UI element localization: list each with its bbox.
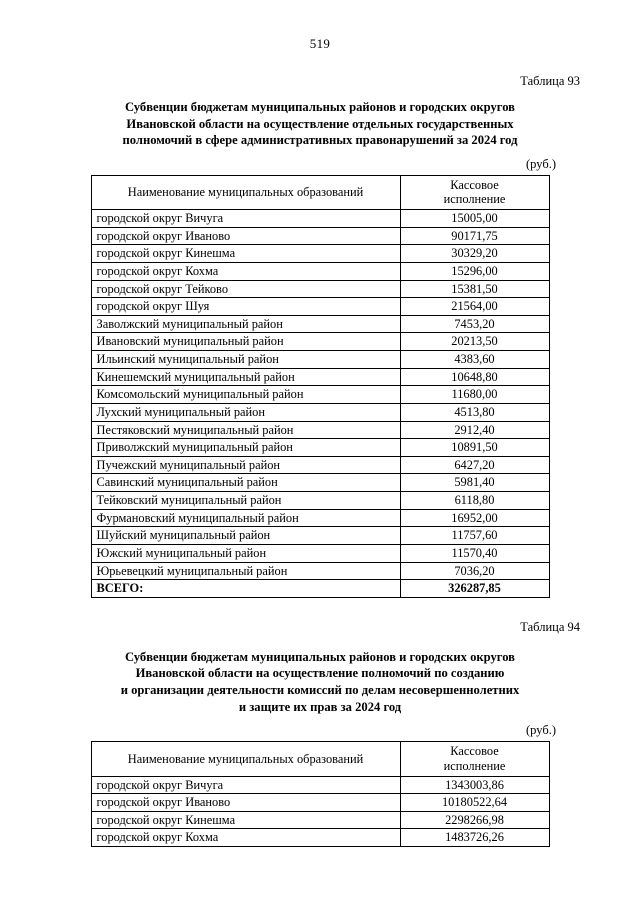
table-row bbox=[91, 280, 549, 298]
table-2-units: (руб.) bbox=[526, 723, 556, 738]
table-cell-name: городской округ Вичуга bbox=[91, 776, 400, 794]
table-2-header-value bbox=[400, 742, 549, 776]
table-2-body bbox=[91, 776, 549, 847]
table-2 bbox=[91, 741, 550, 847]
table-cell-name: Пестяковский муниципальный район bbox=[91, 421, 400, 439]
table-1-body bbox=[91, 210, 549, 598]
table-row bbox=[91, 262, 549, 280]
table-cell-value: 21564,00 bbox=[400, 298, 549, 316]
table-cell-name: городской округ Кинешма bbox=[91, 811, 400, 829]
table-cell-value: 5981,40 bbox=[400, 474, 549, 492]
table-cell-name: городской округ Кохма bbox=[91, 262, 400, 280]
table-row bbox=[91, 315, 549, 333]
table-1-title-line-1: Субвенции бюджетам муниципальных районов и городских округов bbox=[125, 100, 515, 114]
table-1-header-name: Наименование муниципальных образований bbox=[91, 175, 400, 209]
table-cell-value: 15296,00 bbox=[400, 262, 549, 280]
table-2-header-name: Наименование муниципальных образований bbox=[91, 742, 400, 776]
table-1-title-line-3: полномочий в сфере административных правонарушений за 2024 год bbox=[122, 133, 518, 148]
table-cell-value: 7453,20 bbox=[400, 315, 549, 333]
table-cell-value: 15005,00 bbox=[400, 210, 549, 228]
table-cell-value: 4383,60 bbox=[400, 351, 549, 369]
table-1-title-line-2: Ивановской области на осуществление отдельных государственных bbox=[126, 116, 514, 131]
table-2-title-line-3: и организации деятельности комиссий по делам несовершеннолетних bbox=[120, 683, 520, 698]
table-cell-name: Приволжский муниципальный район bbox=[91, 439, 400, 457]
table-cell-name: Фурмановский муниципальный район bbox=[91, 509, 400, 527]
table-2-title-line-2: Ивановской области на осуществление полномочий по созданию bbox=[135, 666, 505, 681]
table-row bbox=[91, 474, 549, 492]
table-row bbox=[91, 562, 549, 580]
table-2-header-value-line-2: исполнение bbox=[443, 758, 506, 773]
table-cell-value: 16952,00 bbox=[400, 509, 549, 527]
table-cell-name: Пучежский муниципальный район bbox=[91, 456, 400, 474]
table-cell-value: 10648,80 bbox=[400, 368, 549, 386]
table-row bbox=[91, 403, 549, 421]
table-2-title bbox=[62, 649, 578, 715]
table-cell-value: 4513,80 bbox=[400, 403, 549, 421]
table-2-title-line-4: и защите их прав за 2024 год bbox=[238, 699, 402, 714]
table-row bbox=[91, 386, 549, 404]
table-row bbox=[91, 544, 549, 562]
table-cell-value: 6427,20 bbox=[400, 456, 549, 474]
table-cell-name: Южский муниципальный район bbox=[91, 544, 400, 562]
table-cell-value: 30329,20 bbox=[400, 245, 549, 263]
table-row bbox=[91, 492, 549, 510]
table-cell-name: Ивановский муниципальный район bbox=[91, 333, 400, 351]
table-cell-value: 11570,40 bbox=[400, 544, 549, 562]
table-cell-name: Савинский муниципальный район bbox=[91, 474, 400, 492]
table-cell-name: городской округ Кинешма bbox=[91, 245, 400, 263]
table-cell-name: Кинешемский муниципальный район bbox=[91, 368, 400, 386]
table-cell-value: 1483726,26 bbox=[400, 829, 549, 847]
table-2-caption: Таблица 94 bbox=[520, 619, 580, 634]
table-cell-value: 10891,50 bbox=[400, 439, 549, 457]
table-1-title bbox=[68, 99, 572, 149]
table-cell-name: городской округ Иваново bbox=[91, 227, 400, 245]
table-cell-name: городской округ Вичуга bbox=[91, 210, 400, 228]
table-1-header-value bbox=[400, 175, 549, 209]
table-cell-value: 6118,80 bbox=[400, 492, 549, 510]
table-cell-name: городской округ Шуя bbox=[91, 298, 400, 316]
table-row bbox=[91, 811, 549, 829]
page-number: 519 bbox=[309, 36, 331, 51]
table-1-header-row bbox=[91, 175, 549, 209]
table-cell-value: 2298266,98 bbox=[400, 811, 549, 829]
table-row bbox=[91, 439, 549, 457]
table-cell-name: городской округ Кохма bbox=[91, 829, 400, 847]
table-row bbox=[91, 509, 549, 527]
table-row bbox=[91, 298, 549, 316]
table-row bbox=[91, 227, 549, 245]
table-cell-value: 90171,75 bbox=[400, 227, 549, 245]
table-row bbox=[91, 527, 549, 545]
table-cell-value: 11757,60 bbox=[400, 527, 549, 545]
table-row bbox=[91, 456, 549, 474]
table-1-caption: Таблица 93 bbox=[520, 74, 580, 88]
table-total-label: ВСЕГО: bbox=[91, 580, 400, 598]
table-1-units: (руб.) bbox=[526, 156, 556, 171]
table-cell-value: 15381,50 bbox=[400, 280, 549, 298]
table-row bbox=[91, 421, 549, 439]
table-row bbox=[91, 776, 549, 794]
table-row bbox=[91, 829, 549, 847]
table-total-row bbox=[91, 580, 549, 598]
table-cell-value: 20213,50 bbox=[400, 333, 549, 351]
table-cell-value: 11680,00 bbox=[400, 386, 549, 404]
table-cell-name: Ильинский муниципальный район bbox=[91, 351, 400, 369]
table-cell-value: 10180522,64 bbox=[400, 794, 549, 812]
table-cell-value: 7036,20 bbox=[400, 562, 549, 580]
table-2-title-line-1: Субвенции бюджетам муниципальных районов и городских округов bbox=[125, 649, 515, 664]
table-cell-value: 2912,40 bbox=[400, 421, 549, 439]
table-cell-name: Юрьевецкий муниципальный район bbox=[91, 562, 400, 580]
table-cell-name: Заволжский муниципальный район bbox=[91, 315, 400, 333]
table-cell-name: Шуйский муниципальный район bbox=[91, 527, 400, 545]
table-cell-name: Лухский муниципальный район bbox=[91, 403, 400, 421]
table-row bbox=[91, 351, 549, 369]
table-2-header-row bbox=[91, 742, 549, 776]
table-cell-name: Комсомольский муниципальный район bbox=[91, 386, 400, 404]
table-cell-name: городской округ Тейково bbox=[91, 280, 400, 298]
table-row bbox=[91, 333, 549, 351]
table-1-header-value-line-1: Кассовое bbox=[450, 177, 499, 192]
table-total-value: 326287,85 bbox=[400, 580, 549, 598]
table-row bbox=[91, 368, 549, 386]
table-row bbox=[91, 245, 549, 263]
table-row bbox=[91, 210, 549, 228]
table-cell-name: городской округ Иваново bbox=[91, 794, 400, 812]
table-1 bbox=[91, 175, 550, 598]
table-2-header-value-line-1: Кассовое bbox=[450, 744, 499, 759]
table-cell-value: 1343003,86 bbox=[400, 776, 549, 794]
table-cell-name: Тейковский муниципальный район bbox=[91, 492, 400, 510]
table-1-header-value-line-2: исполнение bbox=[443, 192, 506, 207]
table-row bbox=[91, 794, 549, 812]
